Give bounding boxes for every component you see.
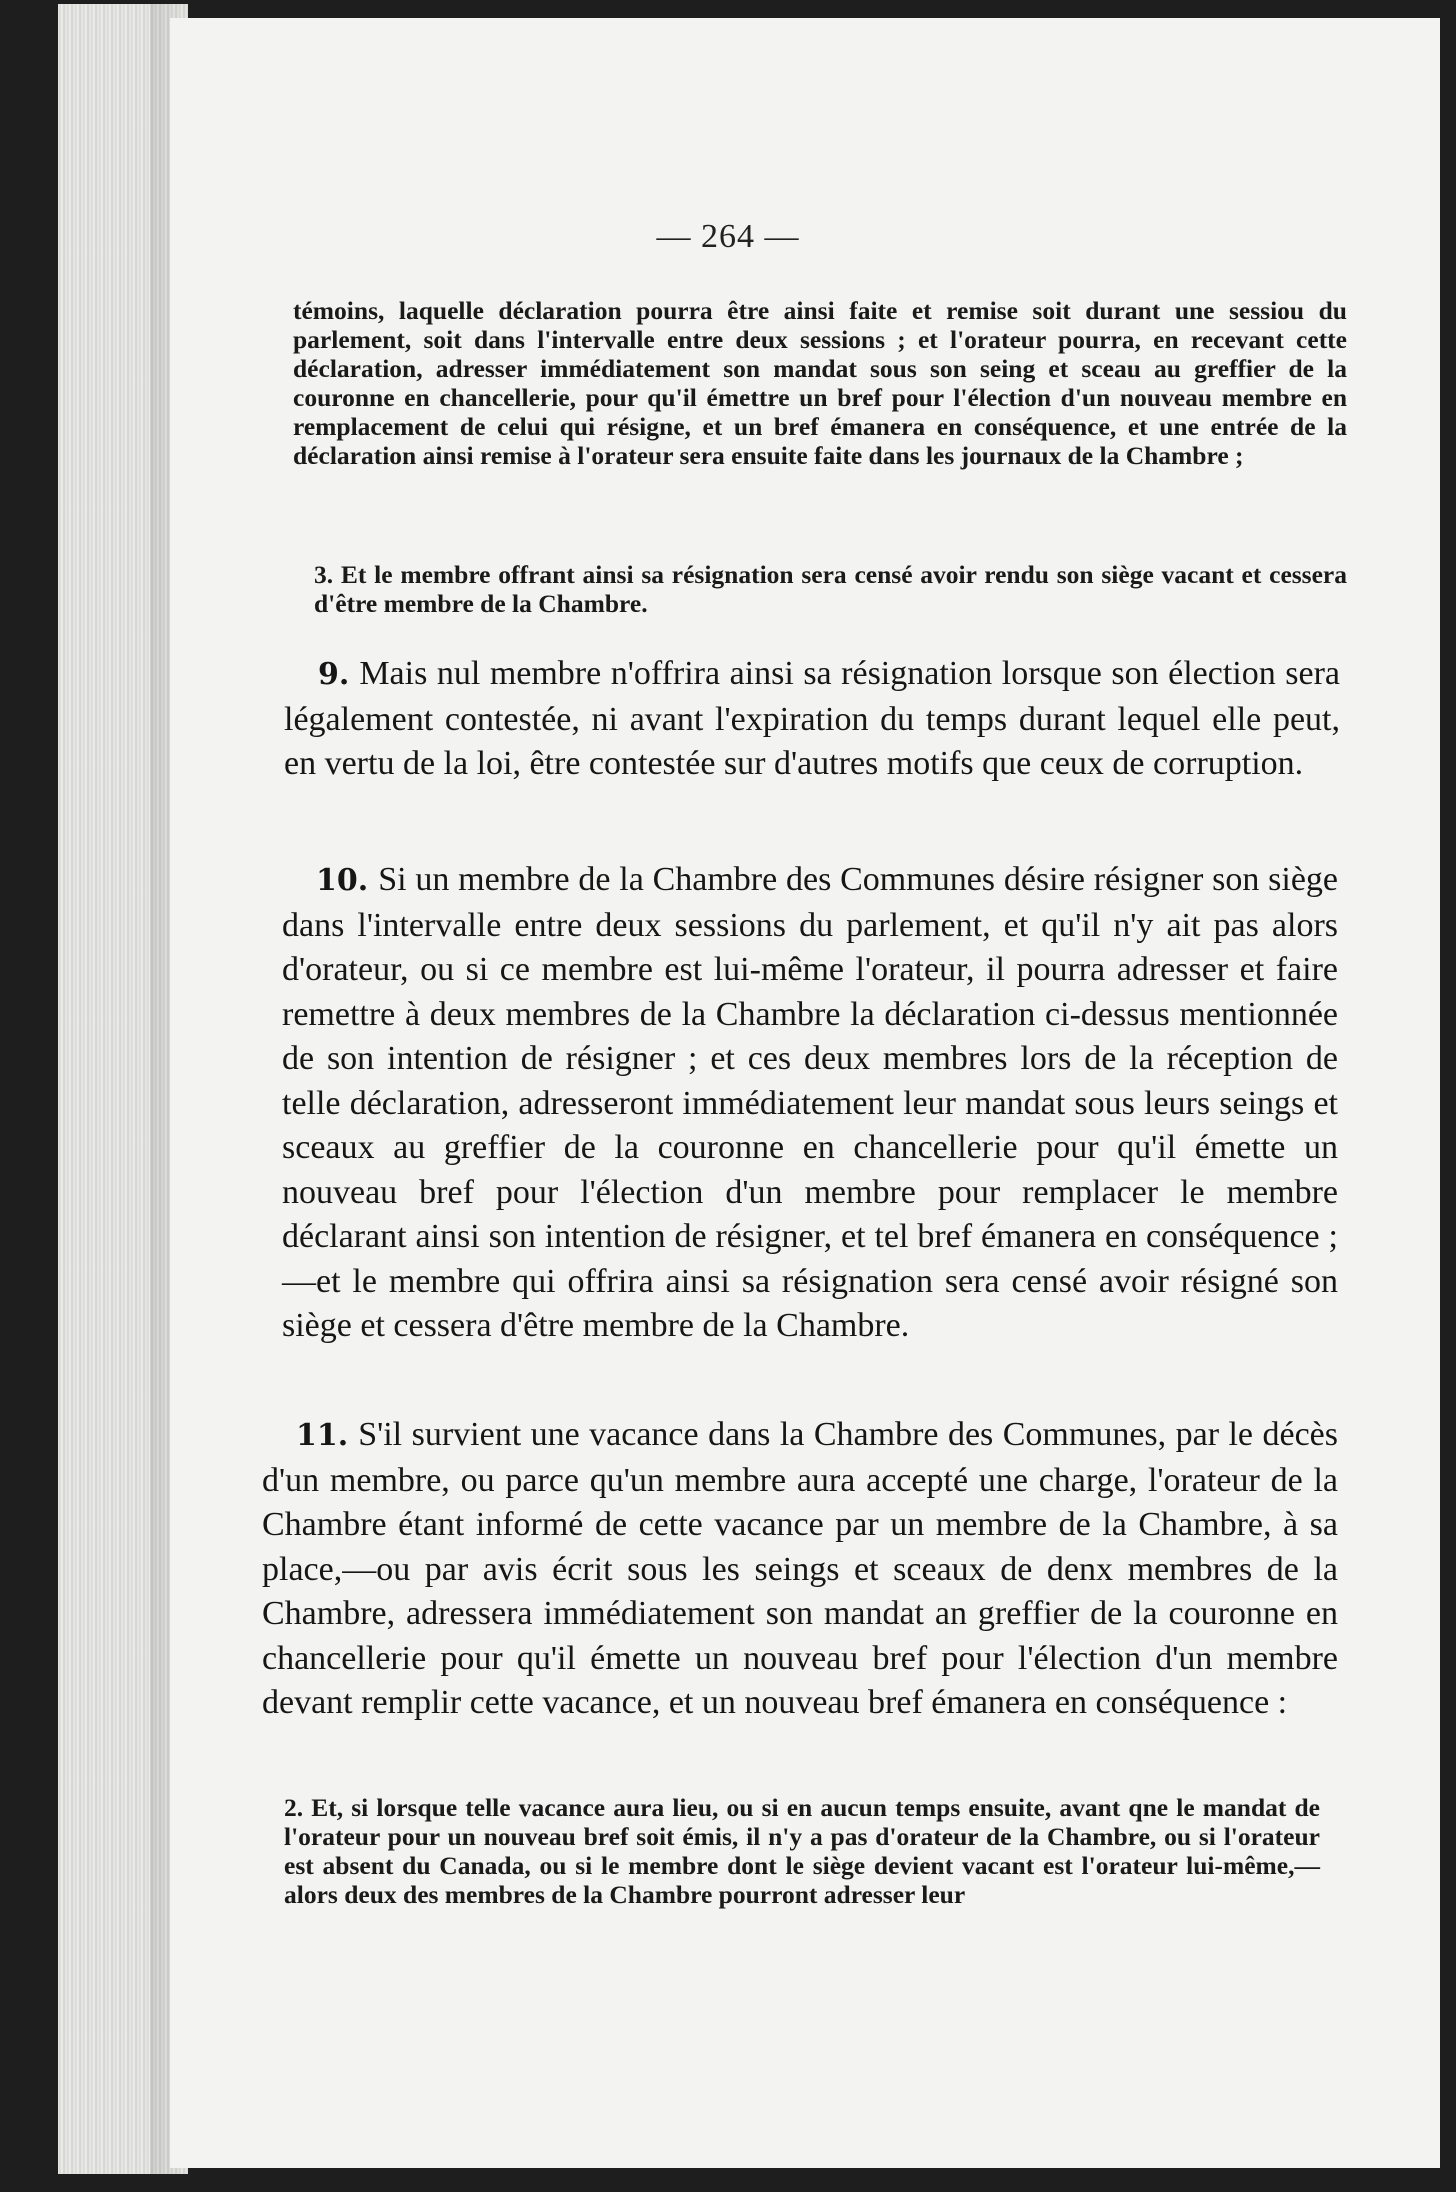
section-11-number: 11. — [296, 1418, 349, 1453]
section-11-text: S'il survient une vacance dans la Chambre des Communes, par le décès d'un membre, ou parce qu'un membre aura accepté une charge, l'orateur de la Chambre étant informé de cette vacance par un membre de la Chambre, à sa place,—ou par avis écrit sous les seings et sceaux de denx membres de la Chambre, adressera immédiatement son mandat an greffier de la couronne en chancellerie pour qu'il émette un nouveau bref pour l'élection d'un membre devant remplir cette vacance, et un nouveau bref émanera en conséquence : — [262, 1416, 1338, 1721]
section-9-text: Mais nul membre n'offrira ainsi sa résignation lorsque son élection sera légalement contestée, ni avant l'expiration du temps durant lequel elle peut, en vertu de la loi, être contestée sur d'autres motifs que ceux de corruption. — [284, 655, 1340, 782]
clause-2-text: 2. Et, si lorsque telle vacance aura lieu, ou si en aucun temps ensuite, avant qne le mandat de l'orateur pour un nouveau bref soit émis, il n'y a pas d'orateur de la Chambre, ou si l'orateur est absent du Canada, ou si le membre dont le siège devient vacant est l'orateur lui-même,—alors deux des membres de la Chambre pourront adresser leur — [284, 1793, 1320, 1909]
continuation-text: témoins, laquelle déclaration pourra être ainsi faite et remise soit durant une sessiou du parlement, soit dans l'intervalle entre deux sessions ; et l'orateur pourra, en recevant cette déclaration, adresser immédiatement son mandat sous son seing et sceau au greffier de la couronne en chancellerie, pour qu'il émettre un bref pour l'élection d'un nouveau membre en remplacement de celui qui résigne, et un bref émanera en conséquence, et une entrée de la déclaration ainsi remise à l'orateur sera ensuite faite dans les journaux de la Chambre ; — [293, 296, 1347, 470]
section-9-number: 9. — [318, 657, 350, 692]
clause-3-paragraph — [290, 560, 1347, 618]
clause-3-text: 3. Et le membre offrant ainsi sa résignation sera censé avoir rendu son siège vacant et cessera d'être membre de la Chambre. — [314, 560, 1347, 618]
section-11 — [262, 1413, 1338, 1726]
section-9 — [284, 652, 1340, 787]
section-10 — [282, 858, 1338, 1349]
continuation-paragraph — [293, 296, 1347, 470]
page-number: — 264 — — [656, 218, 800, 255]
clause-2-paragraph — [260, 1793, 1320, 1909]
section-10-number: 10. — [316, 863, 369, 898]
section-10-text: Si un membre de la Chambre des Communes désire résigner son siège dans l'intervalle entre deux sessions du parlement, et qu'il n'y ait pas alors d'orateur, ou si ce membre est lui-même l'orateur, il pourra adresser et faire remettre à deux membres de la Chambre la déclaration ci-dessus mentionnée de son intention de résigner ; et ces deux membres lors de la réception de telle déclaration, adresseront immédiatement leur mandat sous leurs seings et sceaux au greffier de la couronne en chancellerie pour qu'il émette un nouveau bref pour l'élection d'un membre pour remplacer le membre déclarant ainsi son intention de résigner, et tel bref émanera en conséquence ;—et le membre qui offrira ainsi sa résignation sera censé avoir résigné son siège et cessera d'être membre de la Chambre. — [282, 861, 1338, 1344]
